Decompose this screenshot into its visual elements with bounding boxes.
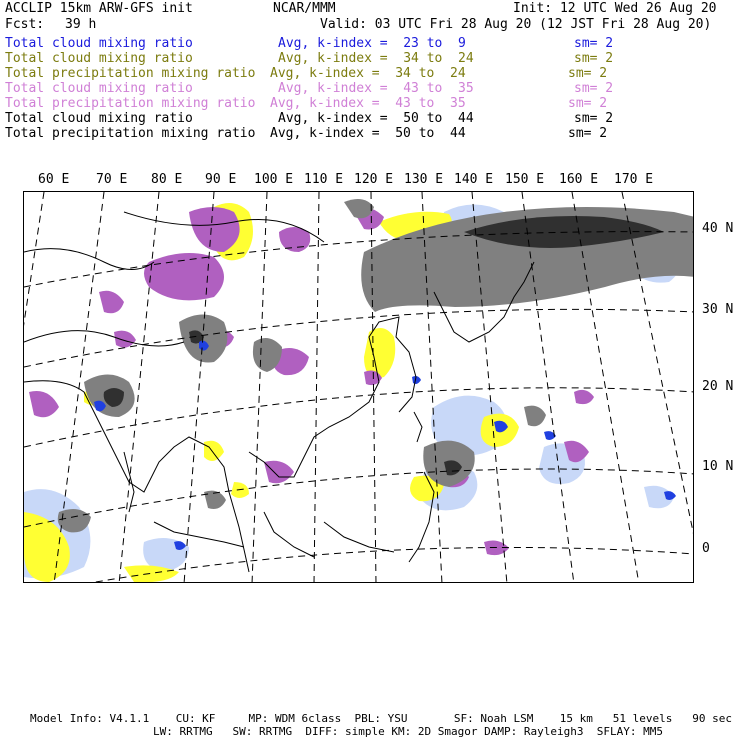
lon-label: 170 E [614,172,654,187]
lon-label: 100 E [254,172,294,187]
legend-avg: Avg, k-index = 50 to 44 [270,126,466,141]
lon-label: 60 E [38,172,70,187]
legend-avg: Avg, k-index = 23 to 9 [278,36,466,51]
legend-sm: sm= 2 [568,96,608,111]
legend-field: Total cloud mixing ratio [5,81,193,96]
legend-field: Total precipitation mixing ratio [5,96,256,111]
lat-label: 20 N [702,379,734,394]
model-info-line2: LW: RRTMG SW: RRTMG DIFF: simple KM: 2D Smagor DAMP: Rayleigh3 SFLAY: MM5 [153,725,663,738]
lon-label: 130 E [404,172,444,187]
legend-sm: sm= 2 [574,51,614,66]
legend-avg: Avg, k-index = 43 to 35 [278,81,474,96]
legend-avg: Avg, k-index = 34 to 24 [270,66,466,81]
map-title: ACCLIP 15km ARW-GFS init [5,1,193,16]
lon-label: 160 E [559,172,599,187]
map-canvas [24,192,694,583]
legend-sm: sm= 2 [568,66,608,81]
legend-field: Total cloud mixing ratio [5,111,193,126]
legend-sm: sm= 2 [574,81,614,96]
legend-field: Total cloud mixing ratio [5,51,193,66]
lon-label: 70 E [96,172,128,187]
legend-sm: sm= 2 [574,111,614,126]
model-info-line1: Model Info: V4.1.1 CU: KF MP: WDM 6class PBL: YSU SF: Noah LSM 15 km 51 levels 90 sec [30,712,732,725]
lat-label: 0 [702,541,710,556]
lon-label: 140 E [454,172,494,187]
lon-label: 120 E [354,172,394,187]
organization-label: NCAR/MMM [273,1,336,16]
init-time: Init: 12 UTC Wed 26 Aug 20 [513,1,717,16]
forecast-hour-label: Fcst: [5,17,45,32]
lat-label: 40 N [702,221,734,236]
lon-label: 110 E [304,172,344,187]
legend-avg: Avg, k-index = 50 to 44 [278,111,474,126]
lat-label: 30 N [702,302,734,317]
valid-time: Valid: 03 UTC Fri 28 Aug 20 (12 JST Fri 28 Aug 20) [320,17,712,32]
map-panel [23,191,694,583]
legend-avg: Avg, k-index = 34 to 24 [278,51,474,66]
forecast-hour-value: 39 h [65,17,97,32]
lon-label: 150 E [505,172,545,187]
legend-field: Total precipitation mixing ratio [5,66,256,81]
lon-label: 80 E [151,172,183,187]
legend-sm: sm= 2 [574,36,614,51]
legend-field: Total precipitation mixing ratio [5,126,256,141]
lat-label: 10 N [702,459,734,474]
legend-sm: sm= 2 [568,126,608,141]
lon-label: 90 E [205,172,237,187]
legend-field: Total cloud mixing ratio [5,36,193,51]
legend-avg: Avg, k-index = 43 to 35 [270,96,466,111]
